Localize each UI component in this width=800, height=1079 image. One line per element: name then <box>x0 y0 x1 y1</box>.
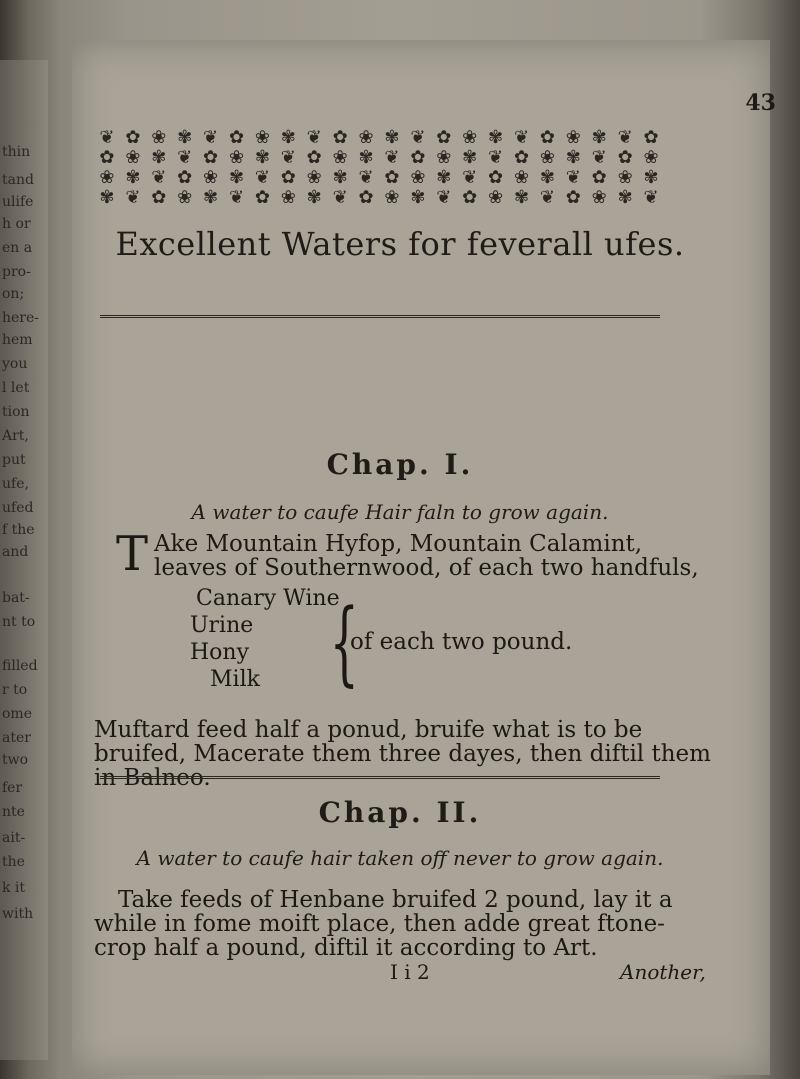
margin-fragment: put <box>2 452 26 468</box>
signature-mark: I i 2 <box>390 960 430 984</box>
ornament-glyph: ✾ <box>488 127 504 148</box>
ornament-glyph: ✾ <box>332 167 348 188</box>
ornament-glyph: ❀ <box>177 187 193 208</box>
margin-fragment: ater <box>2 730 31 746</box>
title-rule <box>100 315 660 318</box>
ornament-glyph: ✾ <box>539 167 555 188</box>
margin-fragment: fer <box>2 780 23 796</box>
ornament-glyph: ✿ <box>410 147 426 168</box>
ornament-glyph: ❀ <box>488 187 504 208</box>
ornament-glyph: ✾ <box>177 127 193 148</box>
catchword: Another, <box>620 960 706 984</box>
margin-fragment: r to <box>2 682 28 698</box>
printers-ornament-band <box>94 128 664 208</box>
margin-fragment: two <box>2 752 29 768</box>
ornament-glyph: ✾ <box>306 187 322 208</box>
ornament-glyph: ❀ <box>280 187 296 208</box>
chapter-1-intro <box>116 526 716 582</box>
margin-fragment: thin <box>2 144 31 160</box>
ornament-glyph: ✿ <box>358 187 374 208</box>
ornament-glyph: ❦ <box>643 187 659 208</box>
margin-fragment: Art, <box>2 428 29 444</box>
intro-text: Ake Mountain Hyfop, Mountain Calamint, leaves of Southernwood, of each two handfuls, <box>154 531 699 581</box>
margin-fragment: ufe, <box>2 476 29 492</box>
ornament-glyph: ❦ <box>254 167 270 188</box>
margin-fragment: tand <box>2 172 34 188</box>
facing-page-edge <box>0 60 48 1060</box>
ornament-glyph: ✿ <box>643 127 659 148</box>
ornament-glyph: ✾ <box>254 147 270 168</box>
ornament-glyph: ✾ <box>280 127 296 148</box>
ornament-glyph: ❀ <box>539 147 555 168</box>
chapter-1-subtitle: A water to caufe Hair faln to grow again. <box>191 500 609 524</box>
ornament-glyph: ❀ <box>513 167 530 188</box>
ornament-glyph: ✾ <box>384 127 400 148</box>
margin-fragment: nt to <box>2 614 36 630</box>
ornament-glyph: ❀ <box>306 167 322 188</box>
margin-fragment: and <box>2 544 29 560</box>
chapter-1-body: Muftard feed half a ponud, bruife what is to be bruifed, Macerate them three dayes, then diftil them in Balneo. <box>94 717 711 791</box>
ornament-glyph: ❀ <box>643 147 659 168</box>
ornament-glyph: ❦ <box>565 167 581 188</box>
ornament-glyph: ✿ <box>617 147 633 168</box>
ornament-glyph: ❦ <box>332 187 348 208</box>
ornament-glyph: ❦ <box>488 147 504 168</box>
margin-fragment: en a <box>2 240 33 256</box>
ornament-glyph: ❀ <box>228 147 245 168</box>
ornament-glyph: ✿ <box>177 167 193 188</box>
chapter-2-body: Take feeds of Henbane bruifed 2 pound, lay it a while in fome moift place, then adde great ftone-crop half a pound, diftil it according to Art. <box>94 887 673 961</box>
ornament-glyph: ✾ <box>436 167 452 188</box>
ornament-glyph: ✿ <box>565 187 581 208</box>
margin-fragment: on; <box>2 286 25 302</box>
page-number: 43 <box>745 90 776 116</box>
ornament-glyph: ❀ <box>565 127 581 148</box>
ornament-glyph: ✿ <box>539 127 555 148</box>
margin-fragment: ulife <box>2 194 34 210</box>
ornament-glyph: ❀ <box>358 127 374 148</box>
margin-fragment: k it <box>2 880 26 896</box>
ornament-glyph: ✾ <box>462 147 478 168</box>
margin-fragment: pro- <box>2 264 31 280</box>
ornament-glyph: ❀ <box>99 167 115 188</box>
ornament-glyph: ❀ <box>151 127 167 148</box>
ornament-glyph: ✿ <box>462 187 478 208</box>
ingredient-item: Hony <box>190 640 250 665</box>
ornament-glyph: ✾ <box>591 127 607 148</box>
margin-fragment: here- <box>2 310 40 326</box>
ornament-glyph: ✾ <box>617 187 633 208</box>
margin-fragment: nte <box>2 804 25 820</box>
ornament-glyph: ❦ <box>358 167 374 188</box>
chapter-2-subtitle: A water to caufe hair taken off never to grow again. <box>136 846 664 870</box>
ornament-glyph: ❀ <box>254 127 270 148</box>
ornament-glyph: ✿ <box>306 147 322 168</box>
chapter-2-heading: Chap. II. <box>318 796 482 829</box>
margin-fragment: ufed <box>2 500 34 516</box>
ornament-glyph: ❦ <box>617 127 633 148</box>
ornament-glyph: ✿ <box>280 167 296 188</box>
ornament-glyph: ✿ <box>488 167 504 188</box>
chapter-rule <box>100 776 660 779</box>
ingredient-list <box>190 585 670 705</box>
margin-fragment: bat- <box>2 590 30 606</box>
ornament-glyph: ✿ <box>436 127 452 148</box>
margin-fragment: with <box>2 906 34 922</box>
ornament-glyph: ❦ <box>99 127 115 148</box>
grouped-quantity: of each two pound. <box>350 629 573 655</box>
ornament-glyph: ❦ <box>306 127 322 148</box>
ornament-glyph: ❦ <box>513 127 530 148</box>
ornament-glyph: ✿ <box>254 187 270 208</box>
margin-fragment: filled <box>2 658 38 674</box>
ornament-glyph: ✾ <box>151 147 167 168</box>
margin-fragment: ome <box>2 706 32 722</box>
ingredient-item: Urine <box>190 613 254 638</box>
ornament-glyph: ✾ <box>410 187 426 208</box>
ornament-glyph: ❀ <box>125 147 141 168</box>
ingredient-item: Milk <box>210 667 260 692</box>
ornament-glyph: ✿ <box>228 127 245 148</box>
ornament-glyph: ✾ <box>99 187 115 208</box>
ornament-glyph: ❦ <box>177 147 193 168</box>
ornament-glyph: ❀ <box>410 167 426 188</box>
ornament-glyph: ✾ <box>643 167 659 188</box>
ornament-glyph: ✾ <box>203 187 219 208</box>
ornament-glyph: ✿ <box>513 147 530 168</box>
ornament-glyph: ❦ <box>151 167 167 188</box>
chapter-1-heading: Chap. I. <box>326 448 474 481</box>
ornament-glyph: ✿ <box>125 127 141 148</box>
margin-fragment: the <box>2 854 25 870</box>
ornament-glyph: ✿ <box>332 127 348 148</box>
ornament-glyph: ❦ <box>228 187 245 208</box>
page-title: Excellent Waters for feverall ufes. <box>115 225 685 263</box>
ornament-glyph: ❦ <box>462 167 478 188</box>
ornament-glyph: ✿ <box>99 147 115 168</box>
margin-fragment: f the <box>2 522 35 538</box>
ornament-glyph: ✿ <box>384 167 400 188</box>
ornament-glyph: ✾ <box>513 187 530 208</box>
ornament-glyph: ❦ <box>125 187 141 208</box>
ornament-glyph: ❦ <box>280 147 296 168</box>
ornament-glyph: ❀ <box>591 187 607 208</box>
drop-cap: T <box>116 526 149 582</box>
ornament-glyph: ✾ <box>228 167 245 188</box>
ornament-glyph: ❦ <box>539 187 555 208</box>
ingredient-item: Canary Wine <box>196 586 340 611</box>
ornament-glyph: ❀ <box>462 127 478 148</box>
ornament-glyph: ❀ <box>384 187 400 208</box>
ornament-glyph: ❦ <box>384 147 400 168</box>
ornament-glyph: ✿ <box>151 187 167 208</box>
ornament-glyph: ❀ <box>332 147 348 168</box>
ornament-glyph: ❦ <box>203 127 219 148</box>
margin-fragment: tion <box>2 404 30 420</box>
ornament-glyph: ✾ <box>125 167 141 188</box>
ornament-glyph: ✿ <box>591 167 607 188</box>
grouping-brace: { <box>329 589 359 696</box>
ornament-glyph: ❀ <box>436 147 452 168</box>
ornament-glyph: ❀ <box>617 167 633 188</box>
margin-fragment: hem <box>2 332 33 348</box>
ornament-glyph: ❦ <box>436 187 452 208</box>
ornament-glyph: ❦ <box>591 147 607 168</box>
ornament-glyph: ✾ <box>565 147 581 168</box>
margin-fragment: you <box>2 356 28 372</box>
margin-fragment: ait- <box>2 830 26 846</box>
ornament-glyph: ✾ <box>358 147 374 168</box>
margin-fragment: l let <box>2 380 30 396</box>
ornament-glyph: ❦ <box>410 127 426 148</box>
ornament-glyph: ❀ <box>203 167 219 188</box>
margin-fragment: h or <box>2 216 31 232</box>
ornament-glyph: ✿ <box>203 147 219 168</box>
